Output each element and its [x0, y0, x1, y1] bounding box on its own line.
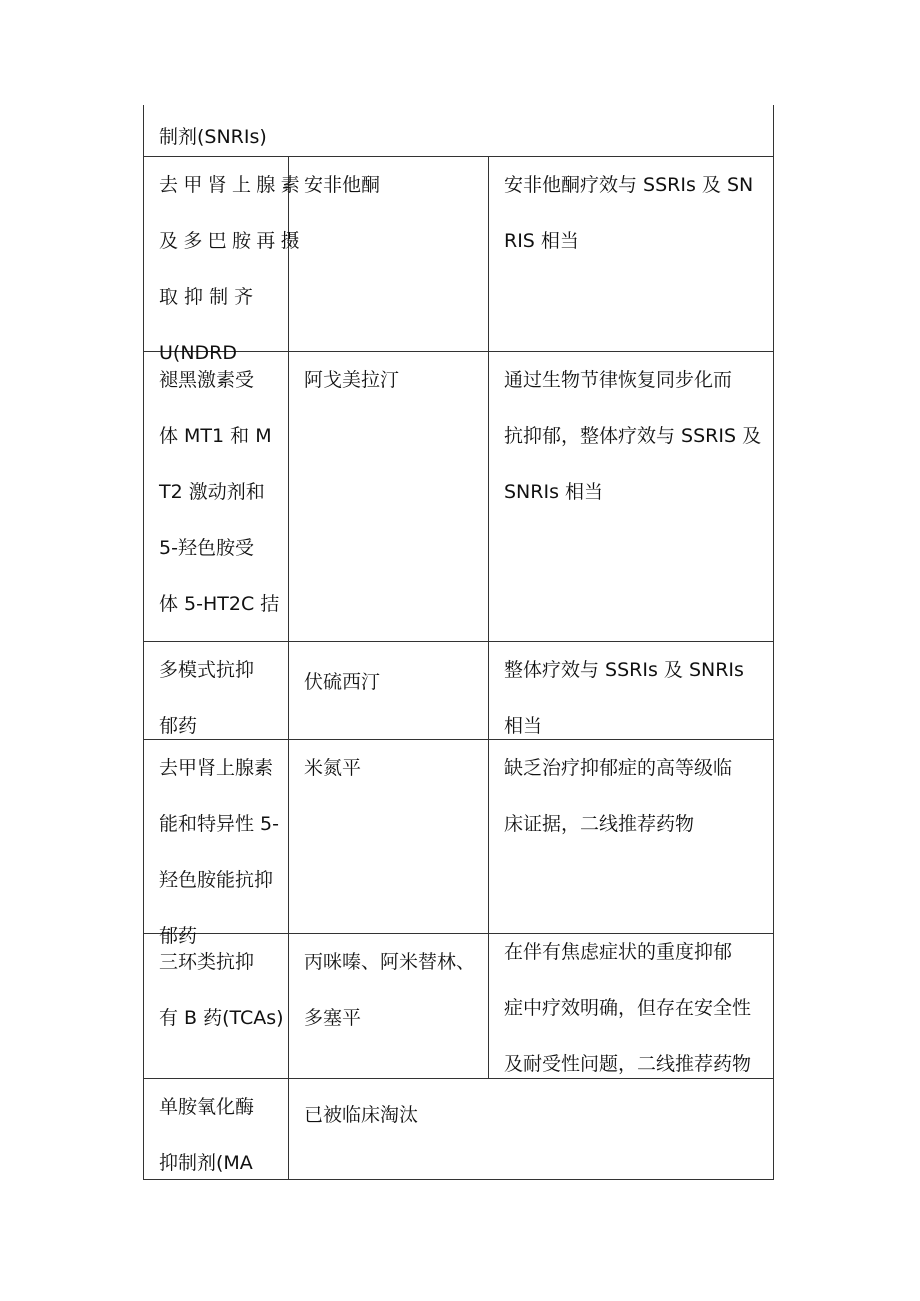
notes-line: 及耐受性问题，二线推荐药物 [504, 1053, 752, 1075]
drug-cell [289, 352, 489, 641]
notes-line: 整体疗效与 SSRIs 及 SNRIs [504, 659, 744, 681]
category-line: 抑制剂(MA [159, 1152, 253, 1174]
category-line: 去甲肾上腺素 [159, 174, 305, 196]
drug-cell [289, 642, 489, 739]
category-cell [144, 1079, 289, 1179]
notes-cell [489, 157, 773, 351]
merged-cell [289, 1079, 773, 1179]
category-line: 郁药 [159, 925, 198, 947]
category-cell [144, 642, 289, 739]
category-line: U(NDRD [159, 342, 237, 364]
notes-cell [489, 934, 773, 1078]
category-line: 5-羟色胺受 [159, 537, 254, 559]
category-line: 褪黑激素受 [159, 369, 255, 391]
notes-line: 症中疗效明确，但存在安全性 [504, 997, 752, 1019]
category-line: 三环类抗抑 [159, 951, 255, 973]
notes-line: 安非他酮疗效与 SSRIs 及 SN [504, 174, 754, 196]
notes-line: 抗抑郁，整体疗效与 SSRIS 及 [504, 425, 762, 447]
notes-line: 通过生物节律恢复同步化而 [504, 369, 733, 391]
category-line: 体 5-HT2C 拮 [159, 593, 280, 615]
category-line: 体 MT1 和 M [159, 425, 272, 447]
notes-line: 床证据，二线推荐药物 [504, 813, 695, 835]
continuation-text: 制剂(SNRIs) [159, 126, 267, 148]
category-line: 羟色胺能抗抑 [159, 869, 274, 891]
category-cell [144, 352, 289, 641]
category-cell [144, 740, 289, 947]
drug-cell [289, 740, 489, 933]
category-line: 取 抑 制 齐 [159, 286, 254, 308]
category-line: T2 激动剂和 [159, 481, 265, 503]
category-line: 郁药 [159, 715, 198, 737]
notes-line: 缺乏治疗抑郁症的高等级临 [504, 757, 733, 779]
notes-cell [489, 642, 773, 739]
drug-line: 安非他酮 [304, 174, 381, 196]
drug-line: 丙咪嗪、阿米替林、 [304, 951, 476, 973]
category-line: 及多巴胺再摄 [159, 230, 305, 252]
merged-text: 已被临床淘汰 [304, 1104, 419, 1126]
table-row [143, 157, 774, 364]
drug-line: 伏硫西汀 [304, 671, 381, 693]
table-row [143, 934, 774, 1079]
category-cell [144, 157, 305, 364]
category-line: 多模式抗抑 [159, 659, 255, 681]
drug-table [143, 105, 774, 1180]
table-row-continuation [143, 105, 774, 157]
drug-cell [289, 157, 489, 351]
notes-line: 相当 [504, 715, 543, 737]
notes-cell [489, 740, 773, 933]
table-row [143, 740, 774, 947]
category-line: 能和特异性 5- [159, 813, 279, 835]
category-line: 单胺氧化酶 [159, 1096, 255, 1118]
table-row [143, 1079, 774, 1180]
category-cell [144, 934, 289, 1078]
drug-line: 多塞平 [304, 1007, 362, 1029]
notes-line: RIS 相当 [504, 230, 579, 252]
notes-line: 在伴有焦虑症状的重度抑郁 [504, 941, 733, 963]
drug-cell [289, 934, 489, 1078]
table-row [143, 352, 774, 642]
category-line: 去甲肾上腺素 [159, 757, 274, 779]
notes-line: SNRIs 相当 [504, 481, 604, 503]
drug-line: 米氮平 [304, 757, 362, 779]
drug-line: 阿戈美拉汀 [304, 369, 400, 391]
notes-cell [489, 352, 773, 641]
category-line: 有 B 药(TCAs) [159, 1007, 284, 1029]
table-row [143, 642, 774, 740]
